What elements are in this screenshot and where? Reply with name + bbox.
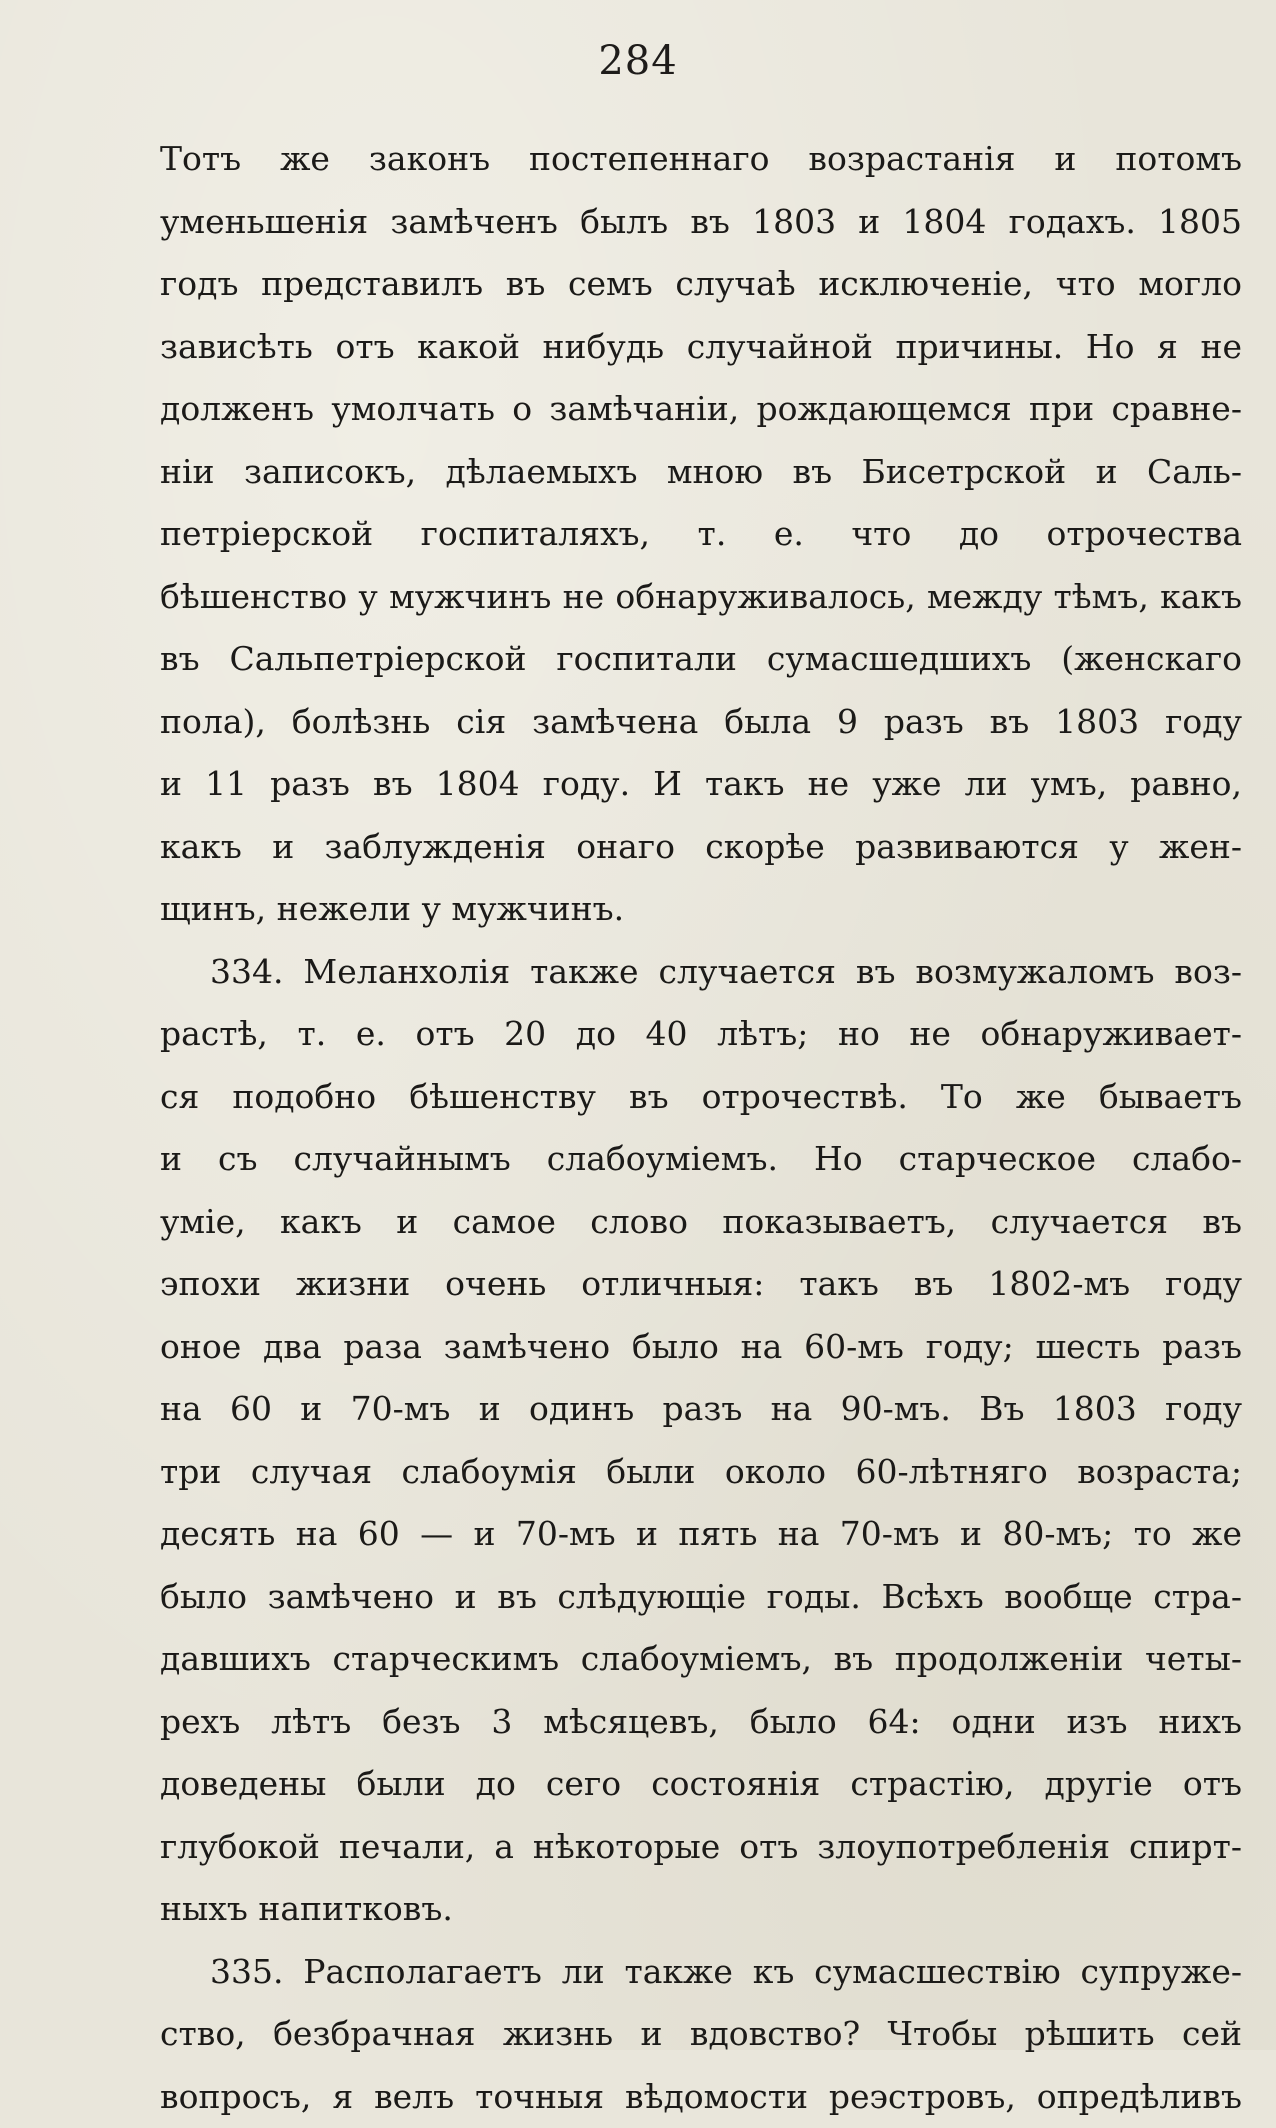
text-line: годъ представилъ въ семъ случаѣ исключеніе, что могло [160,253,1242,316]
text-line: петріерской госпиталяхъ, т. е. что до отрочества [160,503,1242,566]
text-line: давшихъ старческимъ слабоуміемъ, въ продолженіи четы- [160,1628,1242,1691]
text-line: въ Сальпетріерской госпитали сумасшедшихъ (женскаго [160,628,1242,691]
text-line: какъ и заблужденія онаго скорѣе развиваются у жен- [160,816,1242,879]
text-line: и съ случайнымъ слабоуміемъ. Но старческое слабо- [160,1128,1242,1191]
text-line: 334. Меланхолія также случается въ возмужаломъ воз- [160,941,1242,1004]
text-line: ніи записокъ, дѣлаемыхъ мною въ Бисетрской и Саль- [160,441,1242,504]
text-line: долженъ умолчать о замѣчаніи, рождающемся при сравне- [160,378,1242,441]
text-line: было замѣчено и въ слѣдующіе годы. Всѣхъ вообще стра- [160,1566,1242,1629]
text-line: десять на 60 — и 70-мъ и пять на 70-мъ и 80-мъ; то же [160,1503,1242,1566]
text-line: Тотъ же законъ постепеннаго возрастанія и потомъ [160,128,1242,191]
page-number: 284 [0,38,1276,84]
text-line: 335. Располагаетъ ли также къ сумасшествію супруже- [160,1941,1242,2004]
text-line: вопросъ, я велъ точныя вѣдомости реэстровъ, опредѣливъ [160,2066,1242,2128]
text-line: уменьшенія замѣченъ былъ въ 1803 и 1804 годахъ. 1805 [160,191,1242,254]
text-line: ся подобно бѣшенству въ отрочествѣ. То же бываетъ [160,1066,1242,1129]
text-line: щинъ, нежели у мужчинъ. [160,878,1242,941]
body-text [160,128,1242,2128]
text-line: глубокой печали, а нѣкоторые отъ злоупотребленія спирт- [160,1816,1242,1879]
text-line: и 11 разъ въ 1804 году. И такъ не уже ли умъ, равно, [160,753,1242,816]
text-line: рехъ лѣтъ безъ 3 мѣсяцевъ, было 64: одни изъ нихъ [160,1691,1242,1754]
text-line: на 60 и 70-мъ и одинъ разъ на 90-мъ. Въ 1803 году [160,1378,1242,1441]
text-line: бѣшенство у мужчинъ не обнаруживалось, между тѣмъ, какъ [160,566,1242,629]
text-line: доведены были до сего состоянія страстію, другіе отъ [160,1753,1242,1816]
text-line: ство, безбрачная жизнь и вдовство? Чтобы рѣшить сей [160,2003,1242,2066]
text-line: ныхъ напитковъ. [160,1878,1242,1941]
text-line: пола), болѣзнь сія замѣчена была 9 разъ въ 1803 году [160,691,1242,754]
text-line: оное два раза замѣчено было на 60-мъ году; шесть разъ [160,1316,1242,1379]
text-line: эпохи жизни очень отличныя: такъ въ 1802-мъ году [160,1253,1242,1316]
text-line: три случая слабоумія были около 60-лѣтняго возраста; [160,1441,1242,1504]
text-line: зависѣть отъ какой нибудь случайной причины. Но я не [160,316,1242,379]
text-line: уміе, какъ и самое слово показываетъ, случается въ [160,1191,1242,1254]
text-line: растѣ, т. е. отъ 20 до 40 лѣтъ; но не обнаруживает- [160,1003,1242,1066]
